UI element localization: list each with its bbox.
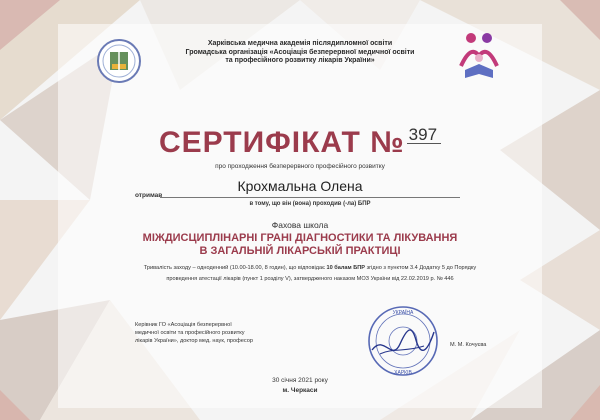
- signer-role-line-3: лікарів України», доктор мед. наук, професор: [135, 338, 253, 344]
- details-line-2: проведення атестації лікарів (пункт 1 розділу V), затвердженого наказом МОЗ України від 22.02.2019 р. № 446: [166, 275, 454, 282]
- stamp-text-top: УКРАЇНА: [392, 310, 414, 316]
- official-stamp: [366, 304, 440, 378]
- details-points: 10 балам БПР: [326, 265, 365, 271]
- org-line-2: Громадська організація «Асоціація безперервної медичної освіти: [185, 48, 415, 56]
- academy-logo-icon: [96, 38, 142, 84]
- details-line-1: [120, 263, 500, 274]
- school-label: Фахова школа: [271, 220, 329, 230]
- recipient-note: в тому, що він (вона) проходив (-ла) БПР: [249, 201, 371, 207]
- certificate-number: 397: [407, 127, 441, 144]
- received-label: отримав: [135, 192, 163, 199]
- signer-role-line-1: Керівник ГО «Асоціація безперервної: [135, 322, 232, 328]
- stamp-text-bottom: ХАРКІВ: [394, 370, 412, 376]
- org-line-3: та професійного розвитку лікарів України»: [225, 57, 375, 65]
- signature-scribble: [372, 330, 434, 350]
- signer-name: М. М. Кочуєва: [450, 342, 487, 348]
- course-title-line-1: МІЖДИСЦИПЛІНАРНІ ГРАНІ ДІАГНОСТИКИ ТА ЛІКУВАННЯ: [142, 232, 458, 244]
- certificate-title-row: [0, 126, 600, 160]
- course-details: [120, 263, 500, 284]
- details-pre: Тривалість заходу – одноденний (10.00-18.00, 8 годин), що відповідає: [143, 265, 325, 271]
- signer-role: [135, 321, 305, 345]
- course-title-line-2: В ЗАГАЛЬНІЙ ЛІКАРСЬКІЙ ПРАКТИЦІ: [199, 245, 401, 257]
- name-underline: [160, 197, 460, 198]
- course-title: [130, 232, 470, 258]
- certificate-subtitle: про проходження безперервного професійного розвитку: [215, 163, 385, 170]
- details-post: згідно з пунктом 3.4 Додатку 5 до Порядку: [366, 265, 477, 271]
- issue-city: м. Черкаси: [282, 387, 318, 394]
- signer-role-line-2: медичної освіти та професійного розвитку: [135, 330, 245, 336]
- association-logo-icon: [455, 30, 503, 82]
- organization-header: [150, 40, 450, 66]
- recipient-name: Крохмальна Олена: [237, 178, 363, 194]
- issue-date: 30 січня 2021 року: [272, 377, 328, 384]
- org-line-1: Харківська медична академія післядипломної освіти: [207, 40, 393, 47]
- certificate-title: СЕРТИФІКАТ №: [158, 126, 405, 159]
